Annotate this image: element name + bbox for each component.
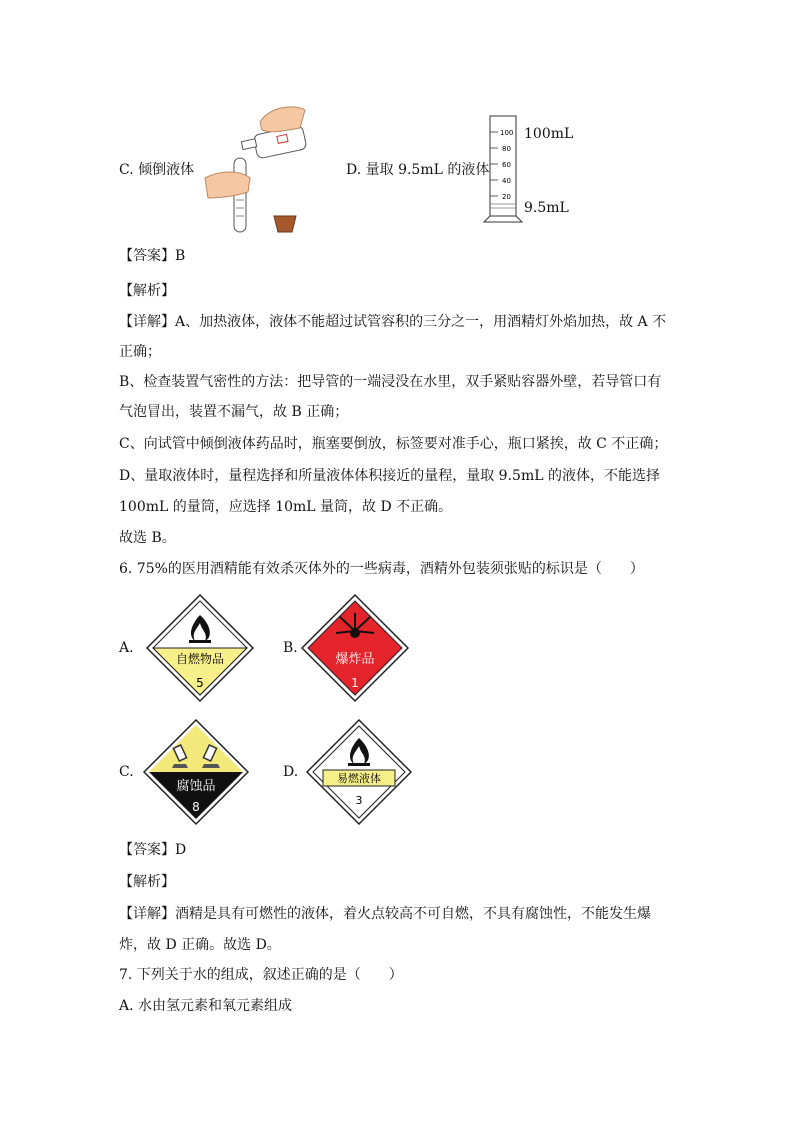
q6-analysis-heading: 【解析】 — [119, 874, 175, 890]
q5-option-d-label: D. 量取 9.5mL 的液体 — [346, 162, 490, 178]
q6-option-b-letter: B. — [283, 640, 298, 656]
sign-c-text: 腐蚀品 — [176, 779, 216, 794]
q5-detail-line: 故选 B。 — [119, 530, 176, 546]
q5-detail-line: D、量取液体时，量程选择和所量液体体积接近的量程，量取 9.5mL 的液体，不能选择 — [119, 468, 660, 484]
q5-detail-line: 正确； — [119, 344, 161, 360]
q6-option-c-letter: C. — [119, 764, 134, 780]
q6-answer: 【答案】D — [119, 842, 187, 858]
cylinder-tick: 80 — [502, 145, 511, 153]
sign-c-number: 8 — [192, 800, 200, 814]
q5-analysis-heading: 【解析】 — [119, 283, 175, 299]
sign-d-text: 易燃液体 — [337, 772, 381, 785]
cylinder-tick: 20 — [502, 193, 511, 201]
q5-detail-line: 【详解】A、加热液体，液体不能超过试管容积的三分之一，用酒精灯外焰加热，故 A 不 — [119, 314, 667, 330]
graduated-cylinder-illustration — [480, 112, 528, 226]
q5-detail-line: C、向试管中倾倒液体药品时，瓶塞要倒放，标签要对准手心，瓶口紧挨，故 C 不正确； — [119, 436, 668, 452]
self-igniting-sign — [145, 593, 255, 703]
cylinder-tick: 60 — [502, 161, 511, 169]
sign-b-number: 1 — [351, 676, 359, 690]
q6-option-a-letter: A. — [119, 640, 134, 656]
cylinder-top-label: 100mL — [524, 126, 574, 142]
q5-detail-line: 气泡冒出，装置不漏气，故 B 正确； — [119, 404, 349, 420]
sign-d-number: 3 — [355, 794, 363, 807]
q6-option-d-letter: D. — [283, 764, 299, 780]
q6-detail-line: 炸，故 D 正确。故选 D。 — [119, 937, 281, 953]
cylinder-tick: 100 — [500, 129, 514, 137]
q6-detail-line: 【详解】酒精是具有可燃性的液体，着火点较高不可自燃，不具有腐蚀性，不能发生爆 — [119, 906, 651, 922]
sign-b-text: 爆炸品 — [335, 652, 375, 667]
corrosive-sign — [142, 718, 250, 826]
q5-detail-line: 100mL 的量筒，应选择 10mL 量筒，故 D 不正确。 — [119, 499, 453, 515]
pouring-liquid-illustration — [200, 100, 320, 235]
q5-answer: 【答案】B — [119, 248, 186, 264]
q7-option-a: A. 水由氢元素和氧元素组成 — [119, 998, 293, 1014]
flammable-liquid-sign — [305, 718, 413, 826]
sign-a-text: 自燃物品 — [175, 652, 225, 666]
sign-a-number: 5 — [196, 676, 204, 690]
q7-stem: 7. 下列关于水的组成，叙述正确的是（ ） — [119, 967, 403, 983]
cylinder-bottom-label: 9.5mL — [524, 200, 569, 216]
q5-option-c-label: C. 倾倒液体 — [119, 162, 195, 178]
explosive-sign — [300, 593, 410, 703]
q6-stem: 6. 75%的医用酒精能有效杀灭体外的一些病毒，酒精外包装须张贴的标识是（ ） — [119, 561, 644, 577]
q5-detail-line: B、检查装置气密性的方法：把导管的一端浸没在水里，双手紧贴容器外壁，若导管口有 — [119, 374, 662, 390]
cylinder-tick: 40 — [502, 177, 511, 185]
